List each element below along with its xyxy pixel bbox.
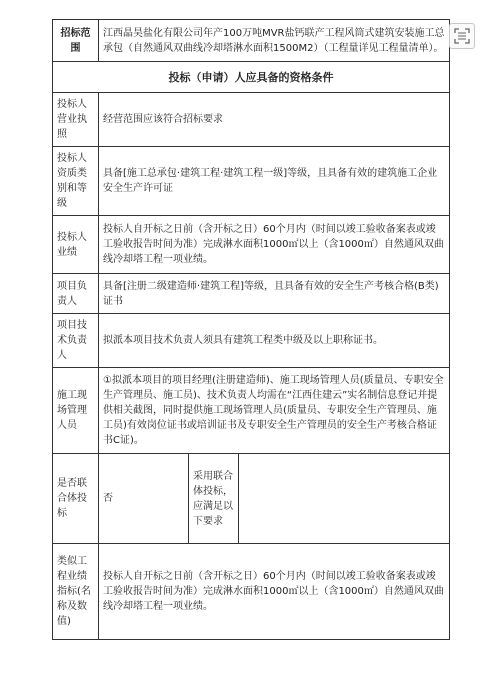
similar-row	[53, 544, 450, 640]
row-label: 投标人业绩	[53, 216, 99, 274]
scan-icon	[454, 28, 470, 44]
row-content: 具备[注册二级建造师·建筑工程]等级，且具备有效的安全生产考核合格(B类)证书	[99, 274, 450, 314]
row-label: 项目技术负责人	[53, 314, 99, 368]
consortium-label: 是否联合体投标	[53, 454, 99, 544]
row-label: 项目负责人	[53, 274, 99, 314]
table-row	[53, 147, 450, 216]
row-label: 投标人资质类别和等级	[53, 147, 99, 216]
row-content: ①拟派本项目的项目经理(注册建造师)、施工现场管理人员(质量员、专职安全生产管理员、施工员)、技术负责人均需在“江西住建云”实名制信息登记并提供相关截图，同时提供施工现场管理人员(质量员、专职安全生产管理员、施工员)有效岗位证书或培训证书及专职安全生产管理员的安全生产考核合格证书C证)。	[99, 368, 450, 454]
consortium-row	[53, 454, 450, 544]
row-content: 投标人自开标之日前（含开标之日）60个月内（时间以竣工验收备案表或竣工验收报告时间为准）完成淋水面积1000㎡以上（含1000㎡）自然通风双曲线冷却塔工程一项业绩。	[99, 216, 450, 274]
row-content: 拟派本项目技术负责人须具有建筑工程类中级及以上职称证书。	[99, 314, 450, 368]
table-row	[53, 93, 450, 147]
scope-label: 招标范围	[53, 20, 99, 62]
qualification-table	[52, 19, 450, 640]
consortium-extra	[239, 454, 450, 544]
consortium-value: 否	[99, 454, 189, 544]
similar-label: 类似工程业绩指标(名称及数值)	[53, 544, 99, 640]
section-title-row	[53, 62, 450, 93]
scope-content: 江西晶昊盐化有限公司年产100万吨MVR盐钙联产工程风筒式建筑安装施工总承包（自然通风双曲线冷却塔淋水面积1500M2）（工程量详见工程量清单）。	[99, 20, 450, 62]
section-title: 投标（申请）人应具备的资格条件	[53, 62, 450, 93]
consortium-note: 采用联合体投标，应满足以下要求	[189, 454, 239, 544]
scope-row	[53, 20, 450, 62]
scan-button[interactable]	[449, 23, 475, 49]
similar-content: 投标人自开标之日前（含开标之日）60个月内（时间以竣工验收备案表或竣工验收报告时间为准）完成淋水面积1000㎡以上（含1000㎡）自然通风双曲线冷却塔工程一项业绩。	[99, 544, 450, 640]
table-row	[53, 314, 450, 368]
row-content: 具备[施工总承包·建筑工程·建筑工程一级]等级，且具备有效的建筑施工企业安全生产许可证	[99, 147, 450, 216]
table-row	[53, 274, 450, 314]
row-label: 施工现场管理人员	[53, 368, 99, 454]
row-label: 投标人营业执照	[53, 93, 99, 147]
row-content: 经营范围应该符合招标要求	[99, 93, 450, 147]
table-row	[53, 368, 450, 454]
table-row	[53, 216, 450, 274]
